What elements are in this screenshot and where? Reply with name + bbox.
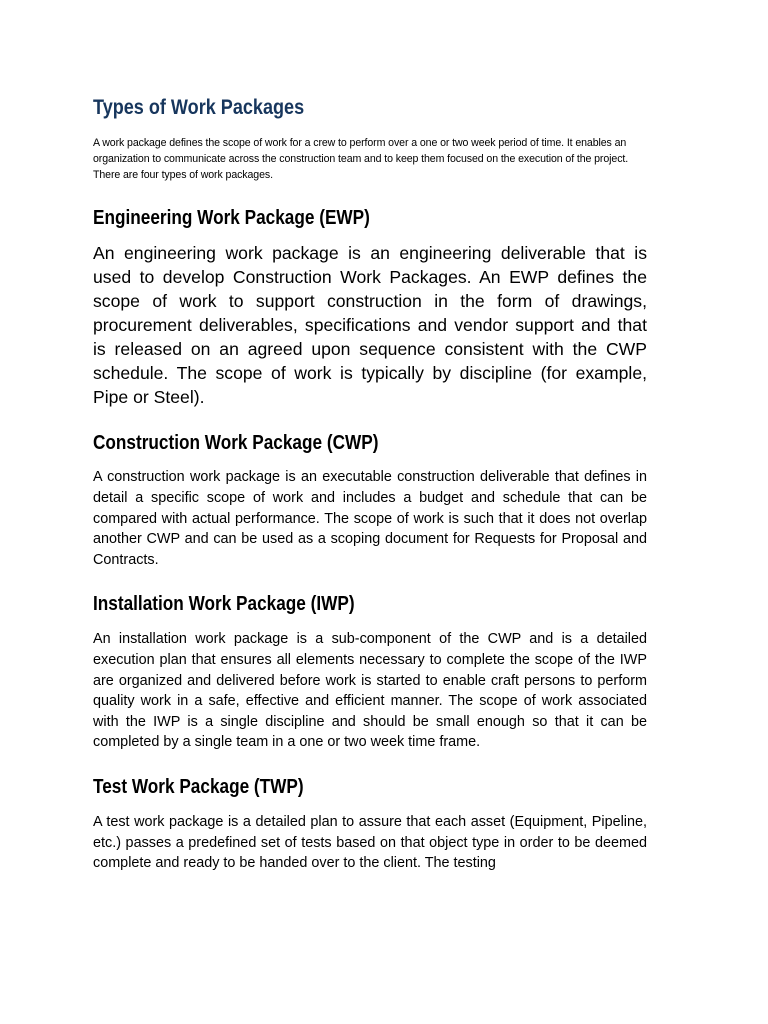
section-text-iwp: An installation work package is a sub-component of the CWP and is a detailed execution plan that ensures all elements necessary to complete the scope of the IWP are organized and delivered before work is started to enable craft persons to perform quality work in a safe, effective and efficient manner. The scope of work associated with the IWP is a single discipline and should be small enough so that it can be completed by a single team in a one or two week time frame. [93, 631, 647, 751]
section-heading-iwp: Installation Work Package (IWP) [93, 593, 355, 616]
document-title: Types of Work Packages [93, 96, 305, 119]
section-text-cwp: A construction work package is an executable construction deliverable that defines in detail a specific scope of work and includes a budget and schedule that can be compared with actual performance. The scope of work is such that it does not overlap another CWP and can be used as a scoping document for Requests for Proposal and Contracts. [93, 469, 647, 568]
section-heading-twp: Test Work Package (TWP) [93, 775, 304, 798]
document-page [93, 94, 647, 874]
section-text-ewp: An engineering work package is an engineering deliverable that is used to develop Construction Work Packages. An EWP defines the scope of work to support construction in the form of drawings, procurement deliverables, specifications and vendor support and that is released on an agreed upon sequence consistent with the CWP schedule. The scope of work is typically by discipline (for example, Pipe or Steel). [93, 243, 647, 408]
section-heading-ewp: Engineering Work Package (EWP) [93, 207, 370, 230]
section-text-twp: A test work package is a detailed plan to assure that each asset (Equipment, Pipeline, etc.) passes a predefined set of tests based on that object type in order to be deemed complete and ready to be handed over to the client. The testing [93, 813, 647, 872]
intro-paragraph: A work package defines the scope of work for a crew to perform over a one or two week period of time. It enables an organization to communicate across the construction team and to keep them focused on the execution of the project. There are four types of work packages. [93, 137, 629, 181]
section-heading-cwp: Construction Work Package (CWP) [93, 432, 379, 455]
